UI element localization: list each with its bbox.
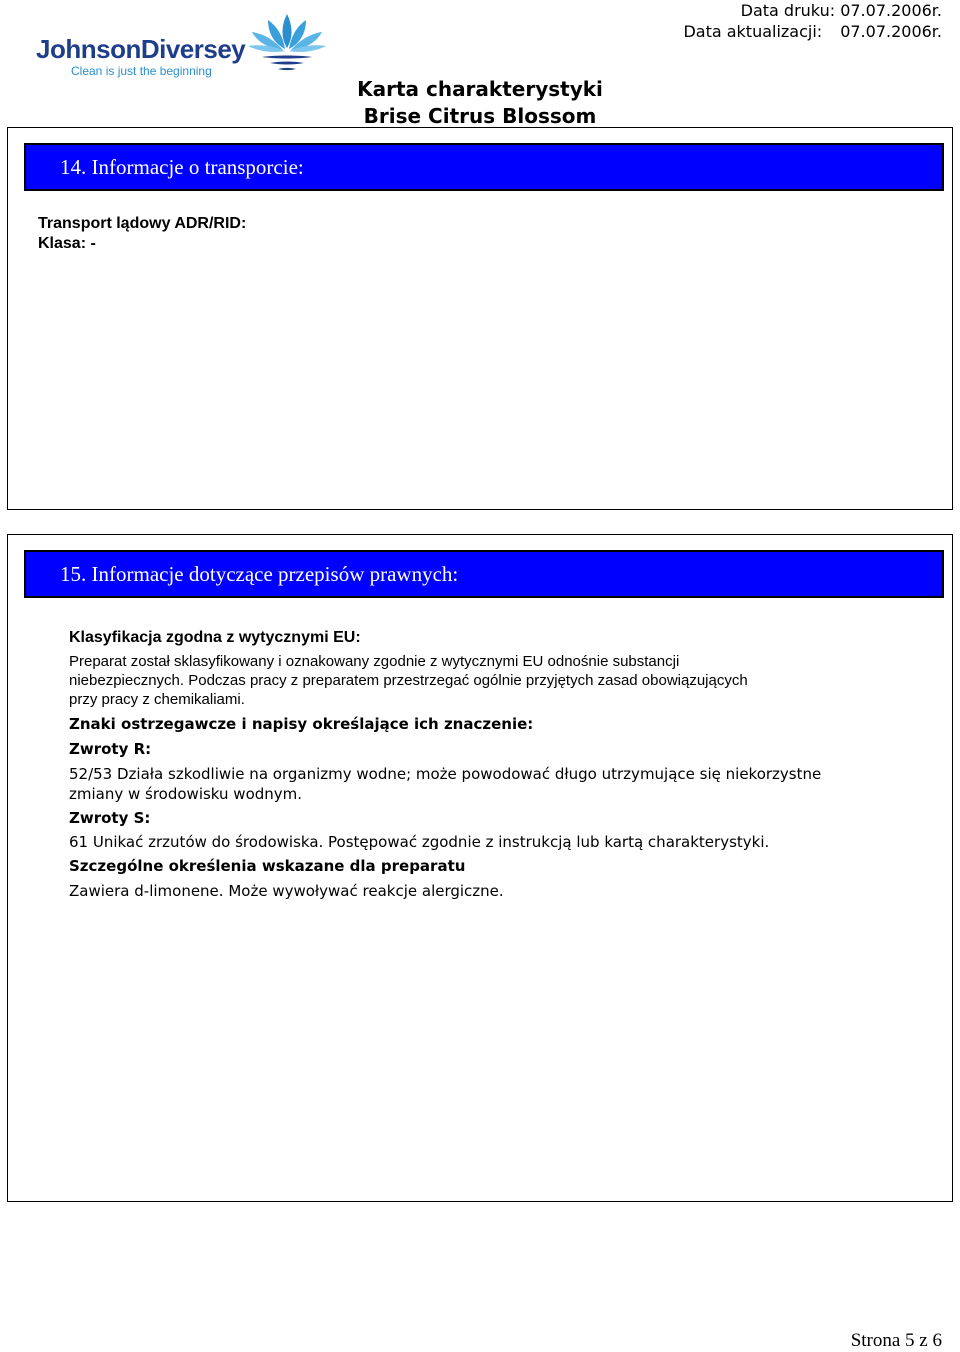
page-number: Strona 5 z 6 [850, 1330, 942, 1351]
classification-line-1: Preparat został sklasyfikowany i oznakowany zgodnie z wytycznymi EU odnośnie substancji [69, 653, 680, 670]
update-date-label: Data aktualizacji: [683, 22, 823, 41]
print-date-label: Data druku: [740, 1, 836, 20]
update-date: 07.07.2006r. [840, 22, 942, 41]
r-phrases-heading: Zwroty R: [69, 740, 152, 758]
classification-line-2: niebezpiecznych. Podczas pracy z preparatem przestrzegać ogólnie przyjętych zasad obowiązujących [69, 672, 748, 689]
section-14-heading: 14. Informacje o transporcie: [24, 143, 944, 191]
r-phrase-line-1: 52/53 Działa szkodliwie na organizmy wodne; może powodować długo utrzymujące się niekorzystne [69, 765, 822, 783]
document-title-block [350, 76, 610, 130]
special-heading: Szczególne określenia wskazane dla preparatu [69, 857, 466, 875]
document-title: Karta charakterystyki [357, 77, 603, 101]
warning-heading: Znaki ostrzegawcze i napisy określające ich znaczenie: [69, 715, 534, 733]
logo-name: JohnsonDiversey [36, 34, 246, 64]
classification-line-3: przy pracy z chemikaliami. [69, 691, 245, 708]
transport-label: Transport lądowy ADR/RID: [38, 215, 247, 232]
s-phrases-heading: Zwroty S: [69, 809, 151, 827]
company-logo [36, 10, 326, 80]
product-name: Brise Citrus Blossom [363, 104, 597, 128]
print-metadata [683, 0, 942, 42]
s-phrase-line-1: 61 Unikać zrzutów do środowiska. Postępować zgodnie z instrukcją lub kartą charakterystyki. [69, 833, 770, 851]
print-date: 07.07.2006r. [840, 1, 942, 20]
special-line-1: Zawiera d-limonene. Może wywoływać reakcje alergiczne. [69, 882, 504, 900]
lotus-flower-icon [248, 10, 326, 72]
section-15-heading: 15. Informacje dotyczące przepisów prawnych: [24, 550, 944, 598]
logo-tagline: Clean is just the beginning [71, 64, 212, 78]
classification-heading: Klasyfikacja zgodna z wytycznymi EU: [69, 629, 361, 646]
r-phrase-line-2: zmiany w środowisku wodnym. [69, 785, 303, 803]
class-label: Klasa: - [38, 235, 96, 252]
